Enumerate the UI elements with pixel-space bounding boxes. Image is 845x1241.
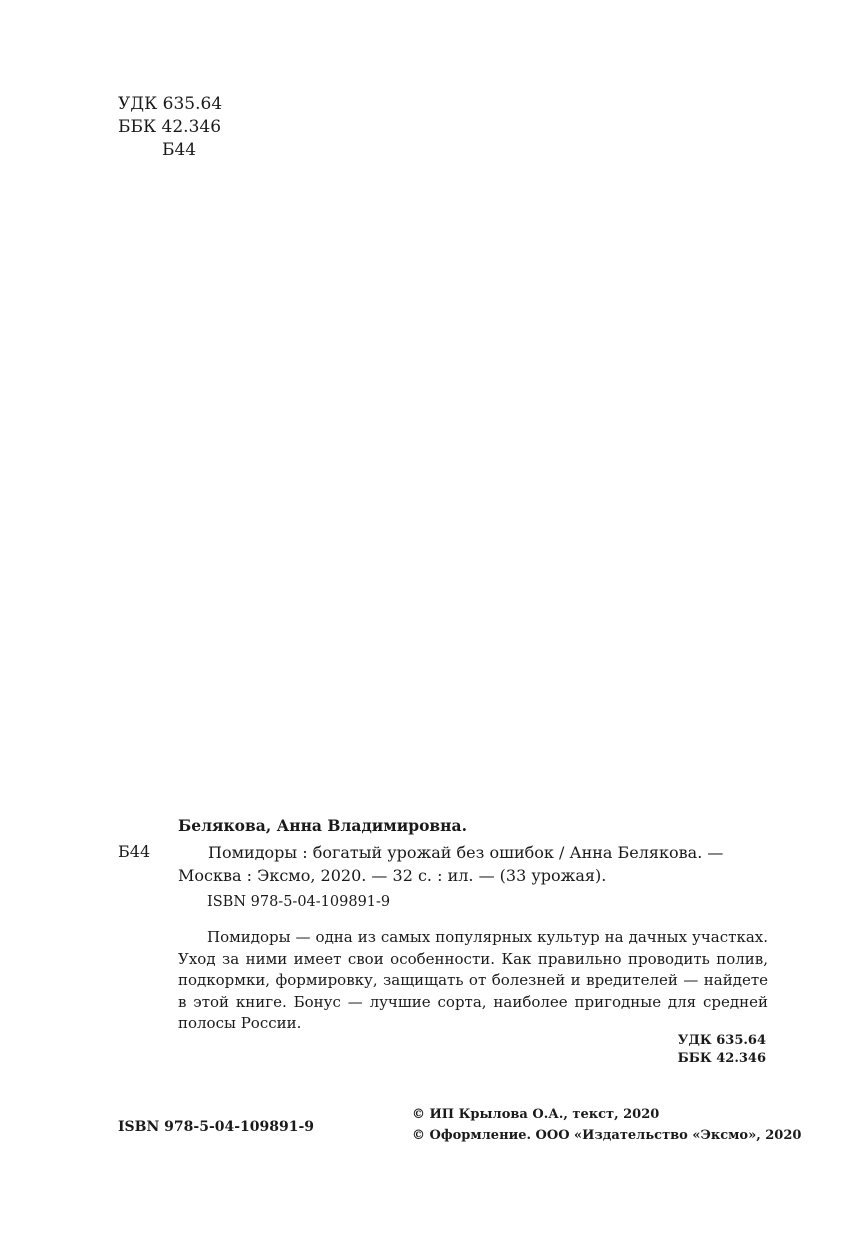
bottom-classification-block	[678, 1032, 766, 1068]
side-author-code: Б44	[118, 842, 151, 861]
bottom-udk-code: УДК 635.64	[677, 1033, 766, 1048]
biblio-title-line: Помидоры : богатый урожай без ошибок / Анна Белякова. —	[208, 843, 724, 862]
top-classification-block	[118, 93, 222, 162]
author-code: Б44	[162, 140, 197, 160]
isbn-line: ISBN 978-5-04-109891-9	[207, 894, 391, 910]
udk-code: УДК 635.64	[118, 94, 223, 114]
biblio-imprint-line: Москва : Эксмо, 2020. — 32 с. : ил. — (33 урожая).	[178, 866, 607, 885]
bbk-code: ББК 42.346	[118, 117, 222, 137]
copyright-text: © ИП Крылова О.А., текст, 2020	[412, 1107, 660, 1122]
copyright-block	[412, 1104, 801, 1146]
abstract-paragraph: Помидоры — одна из самых популярных культур на дачных участках. Уход за ними имеет свои особенности. Как правильно проводить полив, подкормки, формировку, защищать от болезней и вредителей — найдете в этой книге. Бонус — лучшие сорта, наиболее пригодные для средней полосы России.	[178, 928, 768, 1032]
bibliographic-description	[178, 841, 768, 887]
bottom-isbn: ISBN 978-5-04-109891-9	[118, 1119, 315, 1135]
bottom-bbk-code: ББК 42.346	[677, 1051, 766, 1066]
author-heading: Белякова, Анна Владимировна.	[178, 816, 467, 835]
copyright-design: © Оформление. ООО «Издательство «Эксмо», 2020	[412, 1128, 802, 1143]
